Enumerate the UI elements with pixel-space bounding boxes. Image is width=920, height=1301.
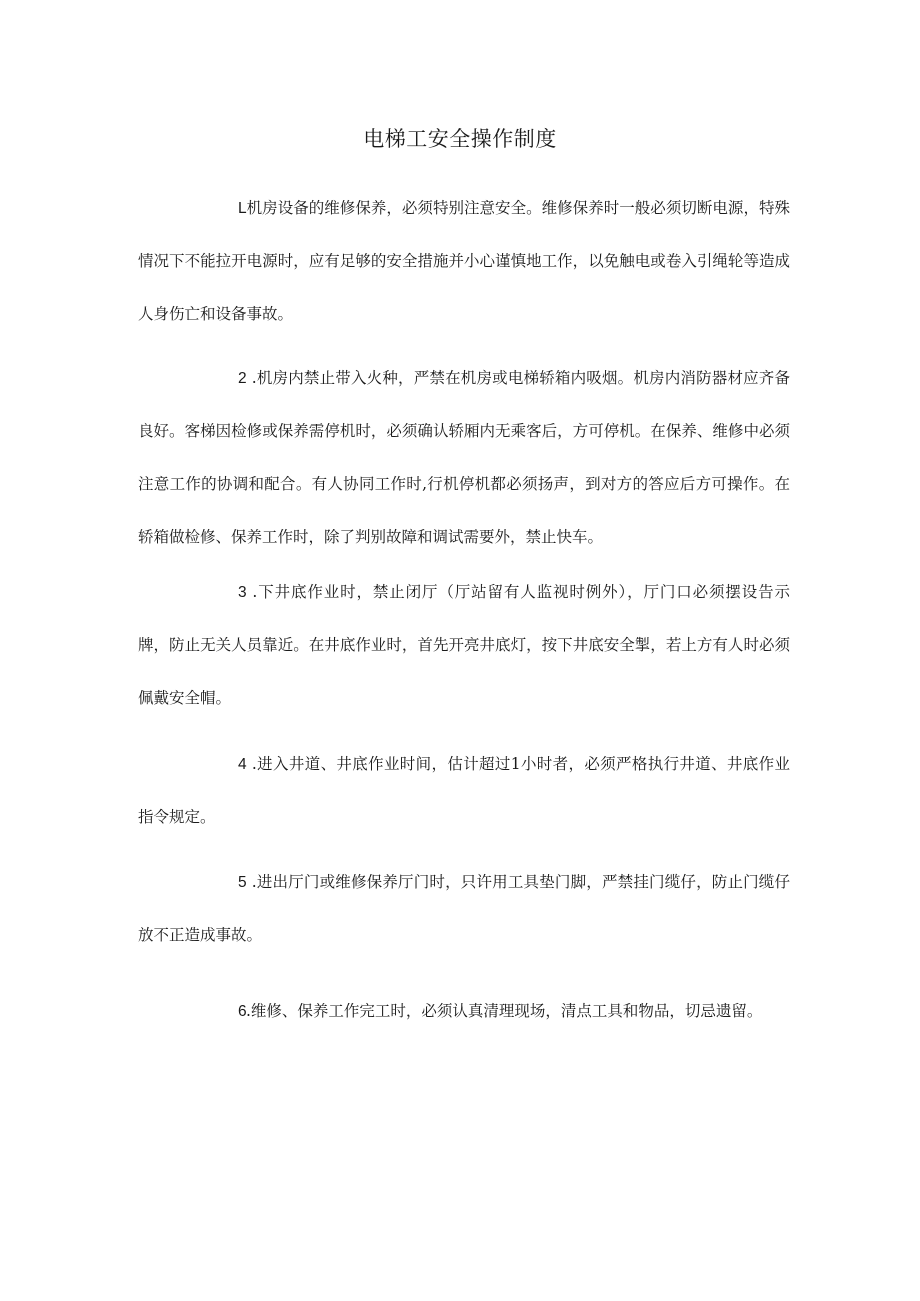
rule-number: 2 <box>238 370 247 387</box>
rule-item-6 <box>138 985 790 1038</box>
rule-number: 5 <box>238 874 247 891</box>
rule-item-2 <box>138 352 790 564</box>
rule-item-5 <box>138 856 790 962</box>
rule-item-3 <box>138 566 790 725</box>
rule-number: 6 <box>238 1003 247 1020</box>
rule-text: 机房设备的维修保养，必须特别注意安全。维修保养时一般必须切断电源，特殊情况下不能拉开电源时，应有足够的安全措施并小心谨慎地工作，以免触电或卷入引绳轮等造成人身伤亡和设备事故。 <box>138 199 790 323</box>
rule-text: .维修、保养工作完工时，必须认真清理现场，清点工具和物品，切忌遗留。 <box>246 1002 763 1020</box>
rule-text: .进出厅门或维修保养厅门时，只许用工具垫门脚，严禁挂门缆仔，防止门缆仔放不正造成事故。 <box>138 873 790 944</box>
rule-item-4 <box>138 738 790 844</box>
rule-text: .进入井道、井底作业时间，估计超过1小时者，必须严格执行井道、井底作业指令规定。 <box>138 755 790 826</box>
rule-item-1 <box>138 182 790 341</box>
rule-number: L <box>238 200 247 217</box>
rule-text: .下井底作业时，禁止闭厅（厅站留有人监视时例外），厅门口必须摆设告示牌，防止无关人员靠近。在井底作业时，首先开亮井底灯，按下井底安全掣，若上方有人时必须佩戴安全帽。 <box>138 583 790 707</box>
rule-number: 3 <box>238 584 247 601</box>
document-title: 电梯工安全操作制度 <box>363 127 557 151</box>
rule-text: .机房内禁止带入火种，严禁在机房或电梯轿箱内吸烟。机房内消防器材应齐备良好。客梯因检修或保养需停机时，必须确认轿厢内无乘客后，方可停机。在保养、维修中必须注意工作的协调和配合。有人协同工作时,行机停机都必须扬声，到对方的答应后方可操作。在轿箱做检修、保养工作时，除了判别故障和调试需要外，禁止快车。 <box>138 369 790 546</box>
rule-number: 4 <box>238 756 247 773</box>
